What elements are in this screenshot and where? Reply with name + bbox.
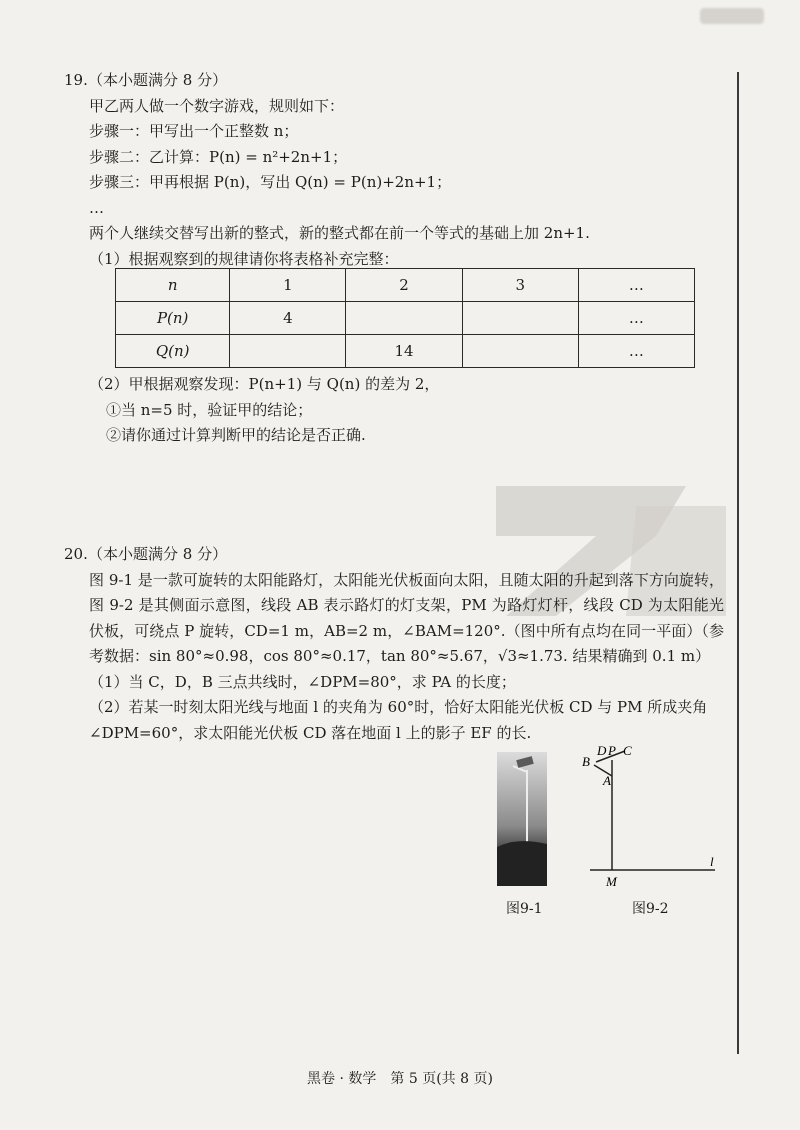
q20-part2-line2: ∠DPM=60°，求太阳能光伏板 CD 落在地面 l 上的影子 EF 的长. (89, 723, 532, 742)
label-d: D (597, 743, 607, 758)
q19-number: 19. (64, 71, 88, 89)
q20-header (64, 542, 724, 568)
table-cell (230, 335, 346, 368)
q19-header-text: （本小题满分 8 分） (88, 71, 228, 89)
table-cell: 2 (346, 269, 462, 302)
q19-part2-block (64, 372, 724, 449)
q19-table (115, 268, 695, 368)
label-b: B (582, 754, 590, 769)
q20-part2-line1: （2）若某一时刻太阳光线与地面 l 的夹角为 60°时，恰好太阳能光伏板 CD 与 PM 所成夹角 (89, 698, 708, 716)
q19-step2: 步骤二：乙计算：P(n) = n²+2n+1； (89, 147, 348, 166)
table-cell: 3 (462, 269, 578, 302)
q19-part2a: ①当 n=5 时，验证甲的结论； (106, 400, 313, 419)
question-19 (64, 68, 724, 272)
q19-rule: 两个人继续交替写出新的整式，新的整式都在前一个等式的基础上加 2n+1. (89, 224, 590, 242)
q19-header (64, 68, 724, 94)
table-cell: P(n) (116, 302, 230, 335)
q19-part1: （1）根据观察到的规律请你将表格补充完整： (89, 249, 399, 268)
table-row (116, 335, 695, 368)
table-cell (462, 335, 578, 368)
solar-streetlight-photo (497, 752, 547, 886)
q19-step1: 步骤一：甲写出一个正整数 n； (89, 122, 299, 140)
question-20 (64, 542, 724, 746)
table-cell (346, 302, 462, 335)
fig1-caption: 图9-1 (506, 901, 543, 917)
table-cell: 4 (230, 302, 346, 335)
label-c: C (623, 743, 632, 758)
table-cell: … (578, 269, 694, 302)
table-row (116, 302, 695, 335)
table-row (116, 269, 695, 302)
table-cell: … (578, 302, 694, 335)
page-footer: 黑卷 · 数学 第 5 页(共 8 页) (307, 1071, 493, 1087)
scan-smudge (700, 8, 764, 24)
label-p: P (608, 743, 616, 758)
fig2-caption: 图9-2 (632, 901, 669, 917)
q20-header-text: （本小题满分 8 分） (88, 545, 228, 563)
q20-part1: （1）当 C，D，B 三点共线时，∠DPM=80°，求 PA 的长度； (89, 672, 516, 691)
q19-intro: 甲乙两人做一个数字游戏，规则如下： (89, 96, 345, 115)
table-cell: n (116, 269, 230, 302)
q19-part2: （2）甲根据观察发现：P(n+1) 与 Q(n) 的差为 2， (89, 375, 440, 393)
page-right-rule (737, 72, 739, 1054)
table-cell: 1 (230, 269, 346, 302)
label-m: M (606, 874, 617, 889)
q19-ellipsis: … (89, 198, 104, 217)
q19-step3: 步骤三：甲再根据 P(n)，写出 Q(n) = P(n)+2n+1； (89, 173, 452, 191)
table-cell: 14 (346, 335, 462, 368)
table-cell: … (578, 335, 694, 368)
label-l: l (710, 854, 714, 869)
table-cell: Q(n) (116, 335, 230, 368)
streetlight-diagram (570, 740, 740, 890)
label-a: A (603, 773, 611, 788)
table-cell (462, 302, 578, 335)
q20-paragraph: 图 9-1 是一款可旋转的太阳能路灯，太阳能光伏板面向太阳，且随太阳的升起到落下方向旋转，图 9-2 是其侧面示意图，线段 AB 表示路灯的灯支架，PM 为路灯灯杆，线段 CD 为太阳能光伏板，可绕点 P 旋转，CD=1 m，AB=2 m，∠BAM=120°.（图中所有点均在同一平面）（参考数据：sin 80°≈0.98，cos 80°≈0.17，tan 80°≈5.67，√3≈1.73. 结果精确到 0.1 m） (89, 570, 724, 665)
q20-number: 20. (64, 545, 88, 563)
q19-part2b: ②请你通过计算判断甲的结论是否正确. (106, 426, 366, 444)
